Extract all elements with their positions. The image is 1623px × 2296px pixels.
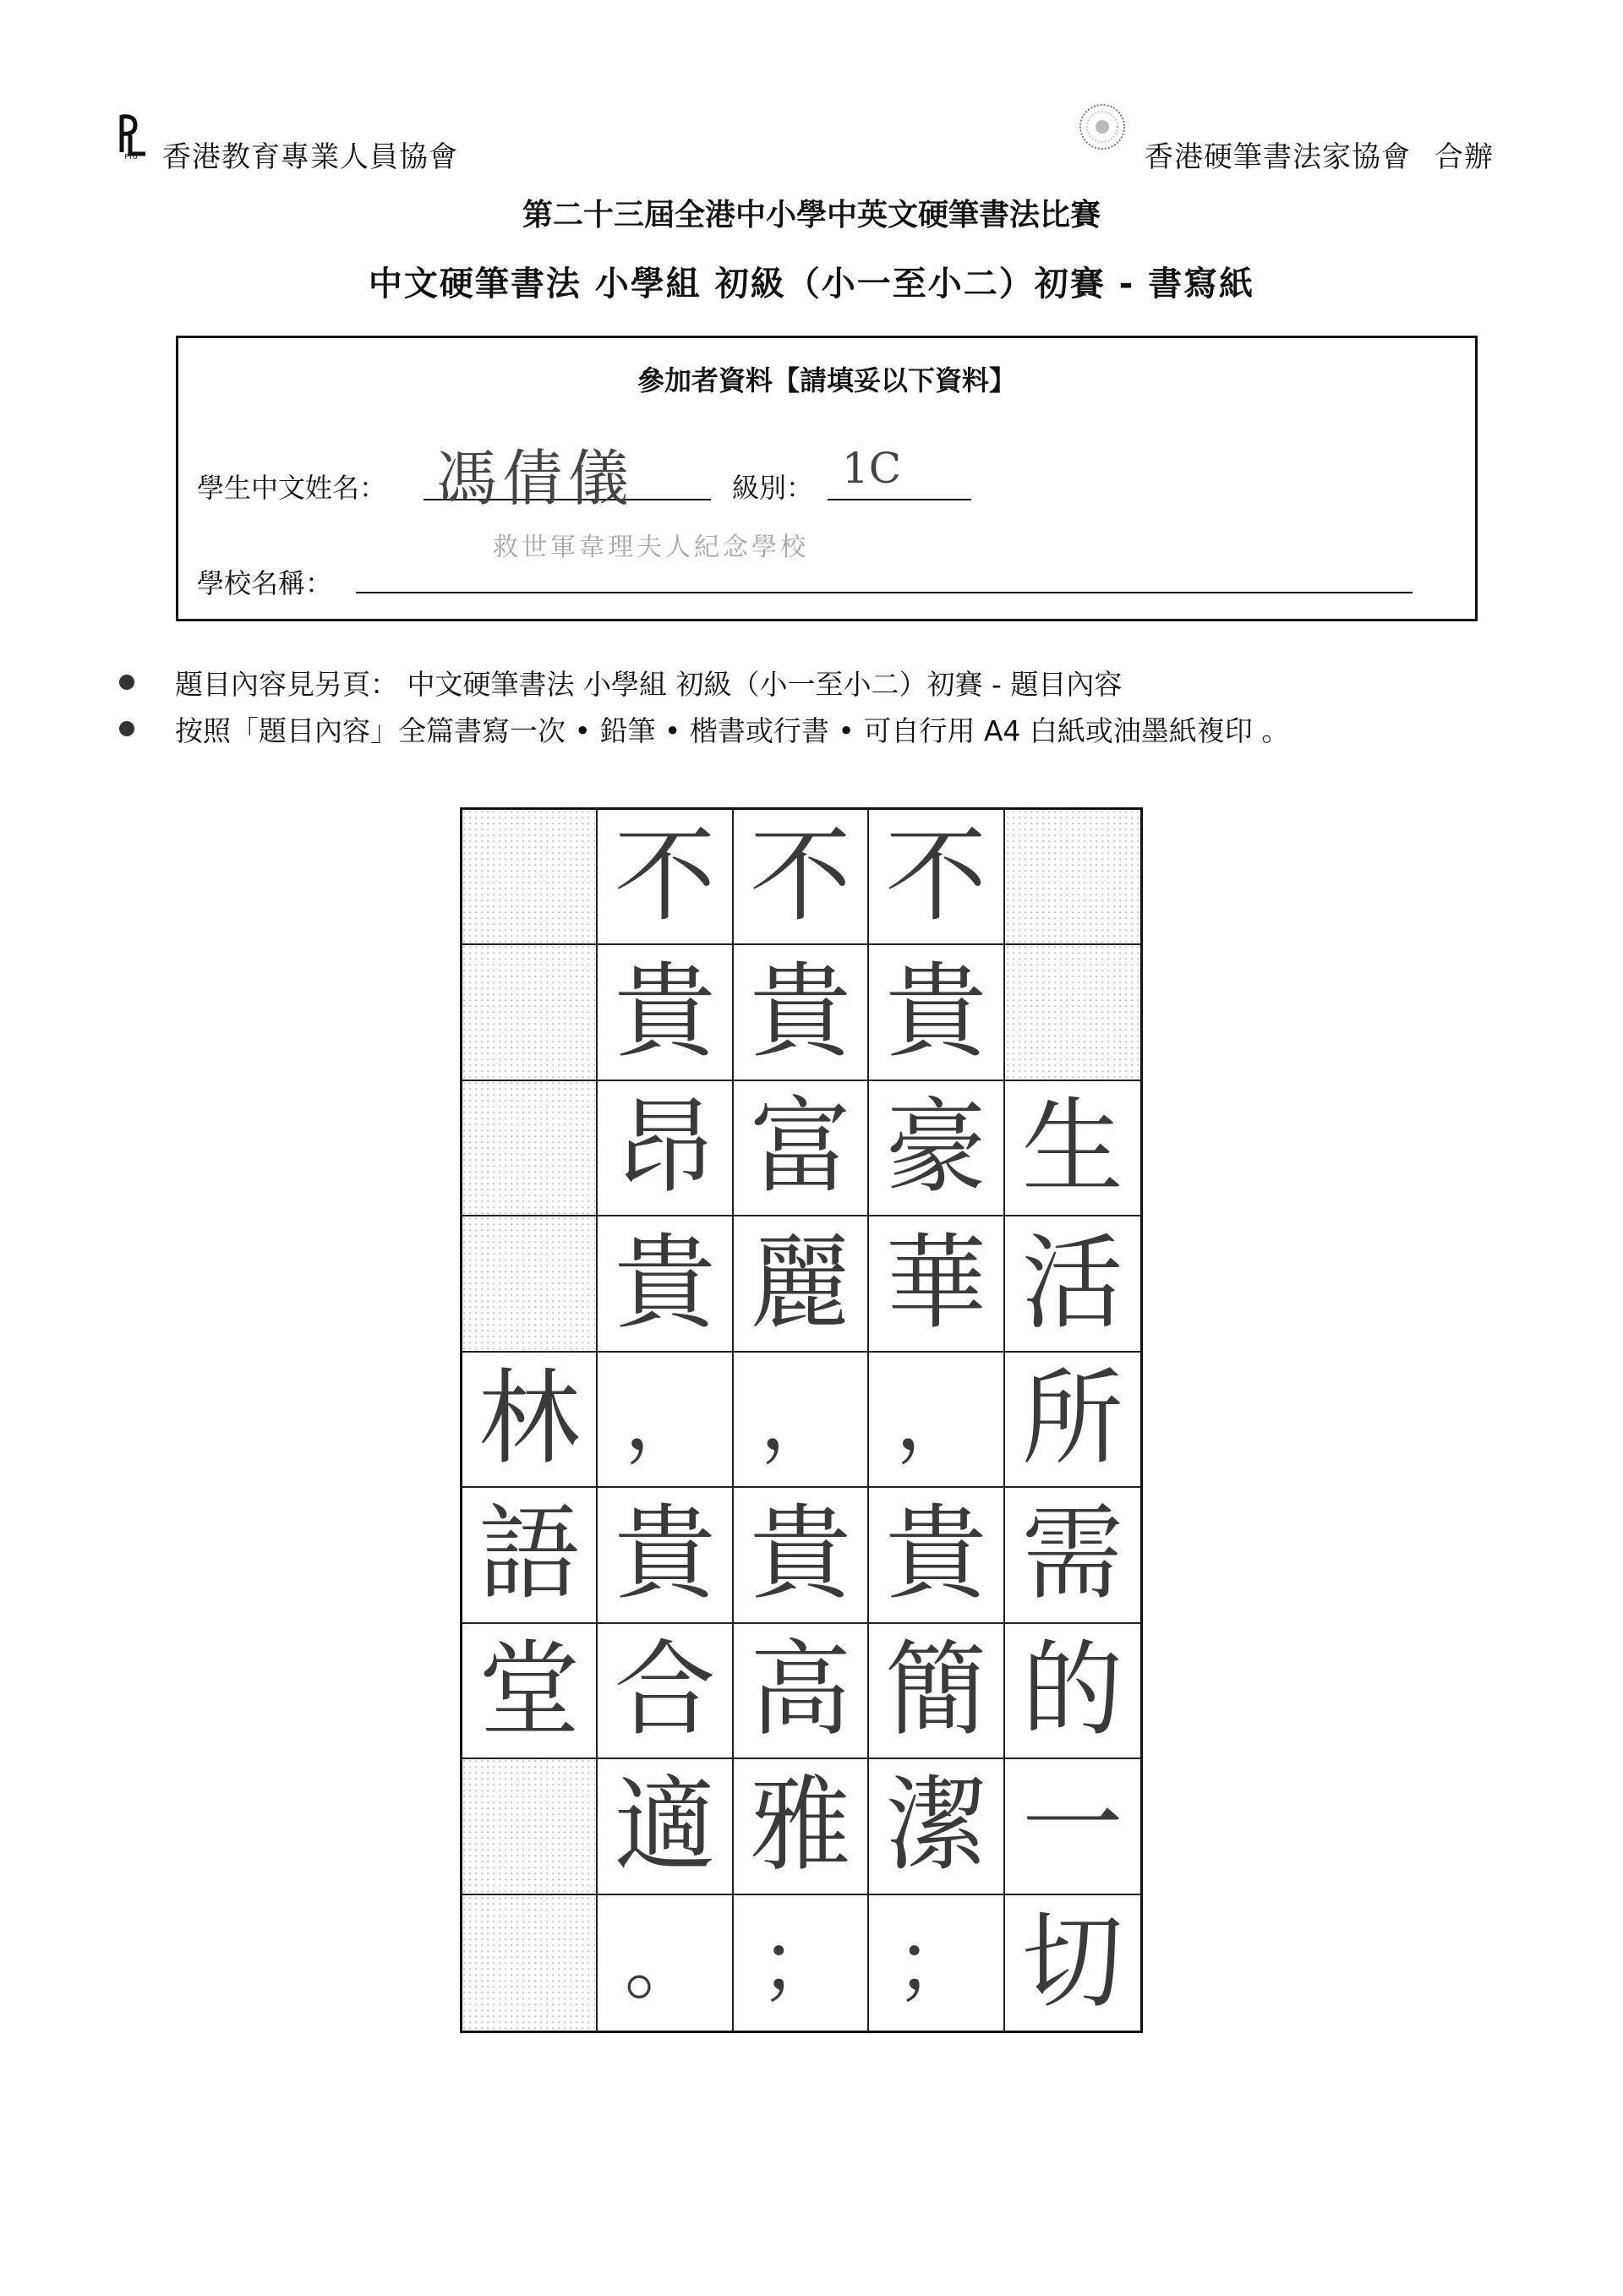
grid-cell [462, 1488, 598, 1623]
grid-cell [462, 1216, 598, 1352]
name-field[interactable]: 馮倩儀 [436, 443, 635, 514]
grid-cell [869, 1216, 1004, 1352]
handwritten-character: 。 [624, 1914, 706, 2011]
grid-cell [598, 1624, 733, 1759]
sheet-title: 中文硬筆書法 小學組 初級（小一至小二）初賽 - 書寫紙 [368, 265, 1255, 303]
handwritten-character: 語 [478, 1495, 581, 1615]
grid-cell [598, 1353, 733, 1488]
grid-cell [1005, 1624, 1140, 1759]
grid-cell [869, 1081, 1004, 1216]
handwritten-character: 貴 [749, 1495, 851, 1615]
grid-cell [462, 1081, 598, 1216]
handwritten-character: 合 [614, 1630, 716, 1751]
ptu-logo-icon [110, 110, 152, 161]
handwritten-character: 華 [885, 1223, 987, 1343]
bullet-icon [119, 721, 134, 736]
handwritten-character: 貴 [614, 1495, 716, 1615]
handwritten-character: ， [624, 1370, 706, 1468]
grid-cell [869, 945, 1004, 1080]
grid-cell [598, 1081, 733, 1216]
grid-cell [462, 810, 598, 945]
grid-cell [462, 1353, 598, 1488]
handwritten-character: 的 [1021, 1630, 1123, 1751]
organizer-right [1145, 134, 1494, 175]
class-label: 級別： [732, 472, 814, 504]
handwritten-character: 貴 [885, 1495, 987, 1615]
grid-cell [598, 1216, 733, 1352]
handwritten-character: 堂 [478, 1630, 581, 1751]
handwritten-character: 高 [749, 1630, 851, 1751]
grid-cell [598, 810, 733, 945]
grid-cell [1005, 1488, 1140, 1623]
grid-cell [734, 1488, 869, 1623]
grid-cell [1005, 1353, 1140, 1488]
grid-cell [462, 1624, 598, 1759]
handwritten-character: 麗 [749, 1223, 851, 1343]
grid-cell [598, 1759, 733, 1894]
school-label: 學校名稱： [197, 567, 333, 599]
handwritten-character: 所 [1021, 1358, 1123, 1479]
handwritten-character: 活 [1021, 1223, 1123, 1343]
grid-cell [734, 810, 869, 945]
handwritten-character: 貴 [885, 952, 987, 1073]
grid-cell [734, 1759, 869, 1894]
grid-cell [462, 1759, 598, 1894]
cohost-label: 合辦 [1434, 140, 1494, 174]
handwritten-character: 適 [614, 1765, 716, 1886]
handwritten-character: 需 [1021, 1495, 1123, 1615]
grid-cell [1005, 945, 1140, 1080]
grid-cell [1005, 810, 1140, 945]
participant-info-box [176, 336, 1478, 621]
note-topic: 題目內容見另頁： 中文硬筆書法 小學組 初級（小一至小二）初賽 - 題目內容 [175, 668, 1123, 701]
grid-cell [462, 945, 598, 1080]
grid-cell [598, 1488, 733, 1623]
grid-cell [1005, 1759, 1140, 1894]
handwritten-character: 林 [478, 1358, 581, 1479]
grid-cell [1005, 1081, 1140, 1216]
organizer-left: 香港教育專業人員協會 [162, 140, 458, 174]
grid-cell [734, 1353, 869, 1488]
calligraphy-association-seal-icon [1076, 100, 1128, 154]
handwritten-character: 潔 [885, 1765, 987, 1886]
class-field[interactable]: 1C [842, 444, 902, 493]
writing-grid [460, 807, 1143, 2033]
grid-cell [1005, 1216, 1140, 1352]
handwritten-character: ； [895, 1914, 977, 2011]
note-instructions: 按照「題目內容」全篇書寫一次 • 鉛筆 • 楷書或行書 • 可自行用 A4 白紙或油墨紙複印 。 [175, 714, 1290, 747]
handwritten-character: 豪 [885, 1087, 987, 1208]
handwritten-character: 富 [749, 1087, 851, 1208]
handwritten-character: 切 [1021, 1902, 1123, 2023]
grid-cell [734, 1895, 869, 2031]
handwritten-character: ， [895, 1370, 977, 1468]
handwritten-character: 貴 [749, 952, 851, 1073]
organizer-right-name: 香港硬筆書法家協會 [1145, 140, 1411, 174]
bullet-icon [119, 675, 134, 690]
info-box-heading: 參加者資料【請填妥以下資料】 [637, 364, 1016, 396]
grid-cell [869, 1895, 1004, 2031]
grid-cell [869, 1353, 1004, 1488]
handwritten-character: ， [759, 1370, 841, 1468]
handwritten-character: 昂 [614, 1087, 716, 1208]
grid-cell [598, 945, 733, 1080]
grid-cell [869, 810, 1004, 945]
handwritten-character: 雅 [749, 1765, 851, 1886]
handwritten-character: 不 [614, 816, 716, 937]
handwritten-character: 貴 [614, 1223, 716, 1343]
grid-cell [734, 1624, 869, 1759]
handwritten-character: ； [759, 1914, 841, 2011]
logo-left-text: PTU [124, 153, 138, 161]
grid-cell [869, 1624, 1004, 1759]
handwritten-character: 不 [885, 816, 987, 937]
grid-cell [598, 1895, 733, 2031]
handwritten-character: 貴 [614, 952, 716, 1073]
handwritten-character: 一 [1021, 1765, 1123, 1886]
grid-cell [734, 1081, 869, 1216]
handwritten-character: 不 [749, 816, 851, 937]
grid-cell [734, 1216, 869, 1352]
name-label: 學生中文姓名： [197, 472, 387, 504]
grid-cell [869, 1488, 1004, 1623]
school-line [356, 592, 1413, 593]
handwritten-character: 生 [1021, 1087, 1123, 1208]
grid-cell [734, 945, 869, 1080]
competition-title: 第二十三屆全港中小學中英文硬筆書法比賽 [522, 198, 1101, 232]
handwritten-character: 簡 [885, 1630, 987, 1751]
grid-cell [1005, 1895, 1140, 2031]
grid-cell [869, 1759, 1004, 1894]
grid-cell [462, 1895, 598, 2031]
class-line [828, 499, 971, 500]
school-field[interactable]: 救世軍韋理夫人紀念學校 [493, 533, 809, 562]
